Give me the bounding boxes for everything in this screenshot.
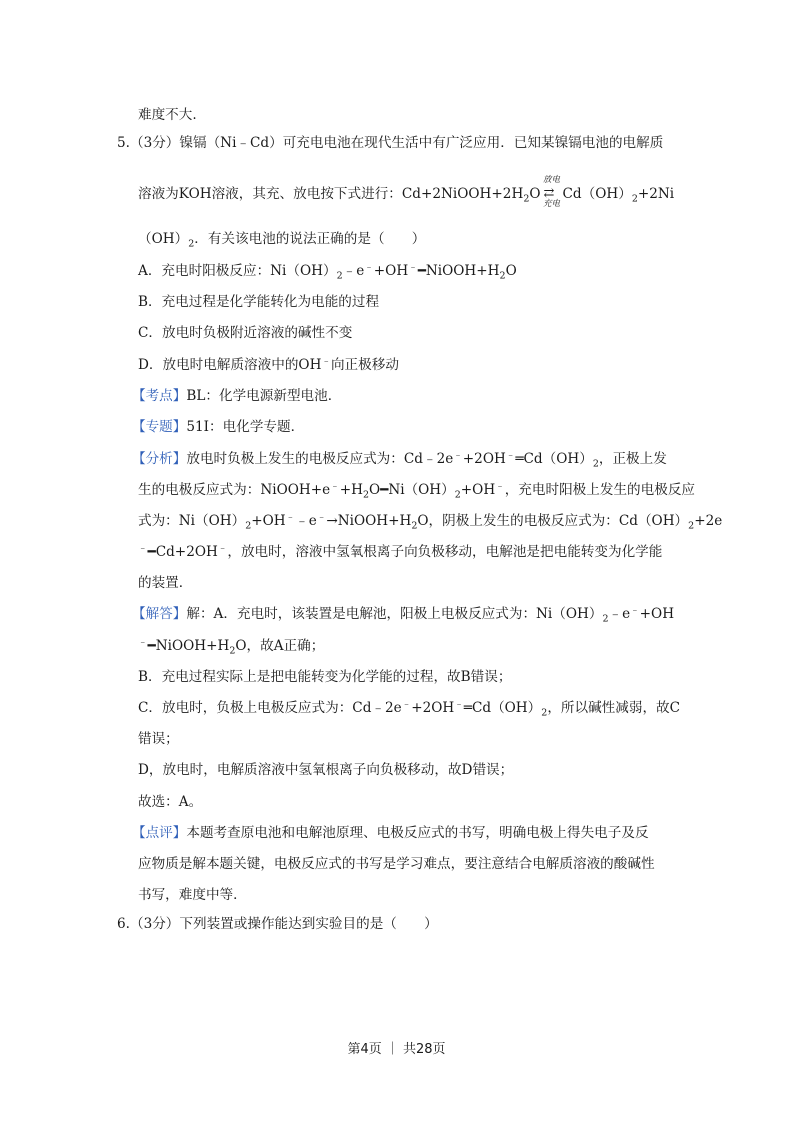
q6-stem: 6.（3分）下列装置或操作能达到实验目的是（ ） — [117, 916, 438, 932]
dianping-line1: 【点评】本题考查原电池和电解池原理、电极反应式的书写，明确电极上得失电子及反 — [132, 825, 649, 841]
jieda-line2: $^﹣━NiOOH+H_2O$，故A正确； — [138, 636, 325, 657]
q5-option-d: D．放电时电解质溶液中的OH﹣向正极移动 — [138, 355, 399, 373]
kaodian-tag: 【考点】 — [132, 388, 187, 404]
jieda-d: D，放电时，电解质溶液中氢氧根离子向负极移动，故D错误； — [138, 762, 514, 778]
page-footer: 第4页 ｜ 共28页 — [347, 1042, 446, 1057]
fenxi-line2: 生的电极反应式为：$NiOOH+e^﹣+H_2O━Ni(OH)_2+OH^﹣$，充电时阳极上发生的电极反应 — [138, 480, 696, 501]
fenxi-line4: ﹣━Cd+2OH﹣，放电时，溶液中氢氧根离子向负极移动，电解池是把电能转变为化学能 — [138, 542, 663, 560]
jieda-c: C．放电时，负极上电极反应式为：$Cd﹣2e^﹣+2OH^﹣═Cd(OH)_2$，所以碱性减弱，故C — [138, 698, 681, 719]
dianping-line2: 应物质是解本题关键，电极反应式的书写是学习难点，要注意结合电解质溶液的酸碱性 — [138, 856, 655, 872]
jieda-c-line2: 错误； — [138, 731, 179, 747]
zhuanti-tag: 【专题】 — [132, 419, 187, 435]
dianping-tag: 【点评】 — [132, 825, 187, 841]
dianping-line3: 书写，难度中等． — [138, 887, 247, 903]
jieda-b: B．充电过程实际上是把电能转变为化学能的过程，故B错误； — [138, 669, 512, 685]
q5-stem-line2: 溶液为KOH溶液，其充、放电按下式进行：$Cd+2NiOOH+2H_2O$ 放电 ⇄ 充电 $Cd(OH)_2+2Ni$ — [138, 175, 675, 209]
fenxi-line1: 【分析】放电时负极上发生的电极反应式为：$Cd﹣2e^﹣+2OH^﹣═Cd(OH)_2$，正极上发 — [132, 449, 667, 470]
kaodian-line: 【考点】BL：化学电源新型电池． — [132, 388, 342, 404]
q5-option-b: B．充电过程是化学能转化为电能的过程 — [138, 294, 380, 310]
jieda-line1: 【解答】解：A．充电时，该装置是电解池，阳极上电极反应式为：$Ni(OH)_2﹣e^﹣+OH$ — [132, 604, 675, 625]
jieda-tag: 【解答】 — [132, 606, 187, 622]
q5-option-a: A．充电时阳极反应：$Ni(OH)_2﹣e^﹣+OH^﹣━NiOOH+H_2O$ — [138, 261, 517, 282]
fenxi-line3: 式为：$Ni(OH)_2+OH^﹣﹣e^﹣\to NiOOH+H_2O$，阴极上发生的电极反应式为：$Cd(OH)_2+2e$ — [138, 511, 723, 532]
q5-stem-line3: $(OH)_2$．有关该电池的说法正确的是（ ） — [138, 231, 426, 250]
q5-stem-line1: 5.（3分）镍镉（Ni﹣Cd）可充电电池在现代生活中有广泛应用．已知某镍镉电池的电解质 — [117, 135, 664, 151]
fenxi-line5: 的装置． — [138, 575, 193, 591]
jieda-answer: 故选：A。 — [138, 794, 203, 810]
previous-answer-tail: 难度不大. — [138, 107, 197, 123]
zhuanti-line: 【专题】51I：电化学专题． — [132, 419, 305, 435]
reversible-arrow: 放电 ⇄ 充电 — [543, 175, 561, 209]
fenxi-tag: 【分析】 — [132, 451, 187, 467]
q5-option-c: C．放电时负极附近溶液的碱性不变 — [138, 325, 353, 341]
